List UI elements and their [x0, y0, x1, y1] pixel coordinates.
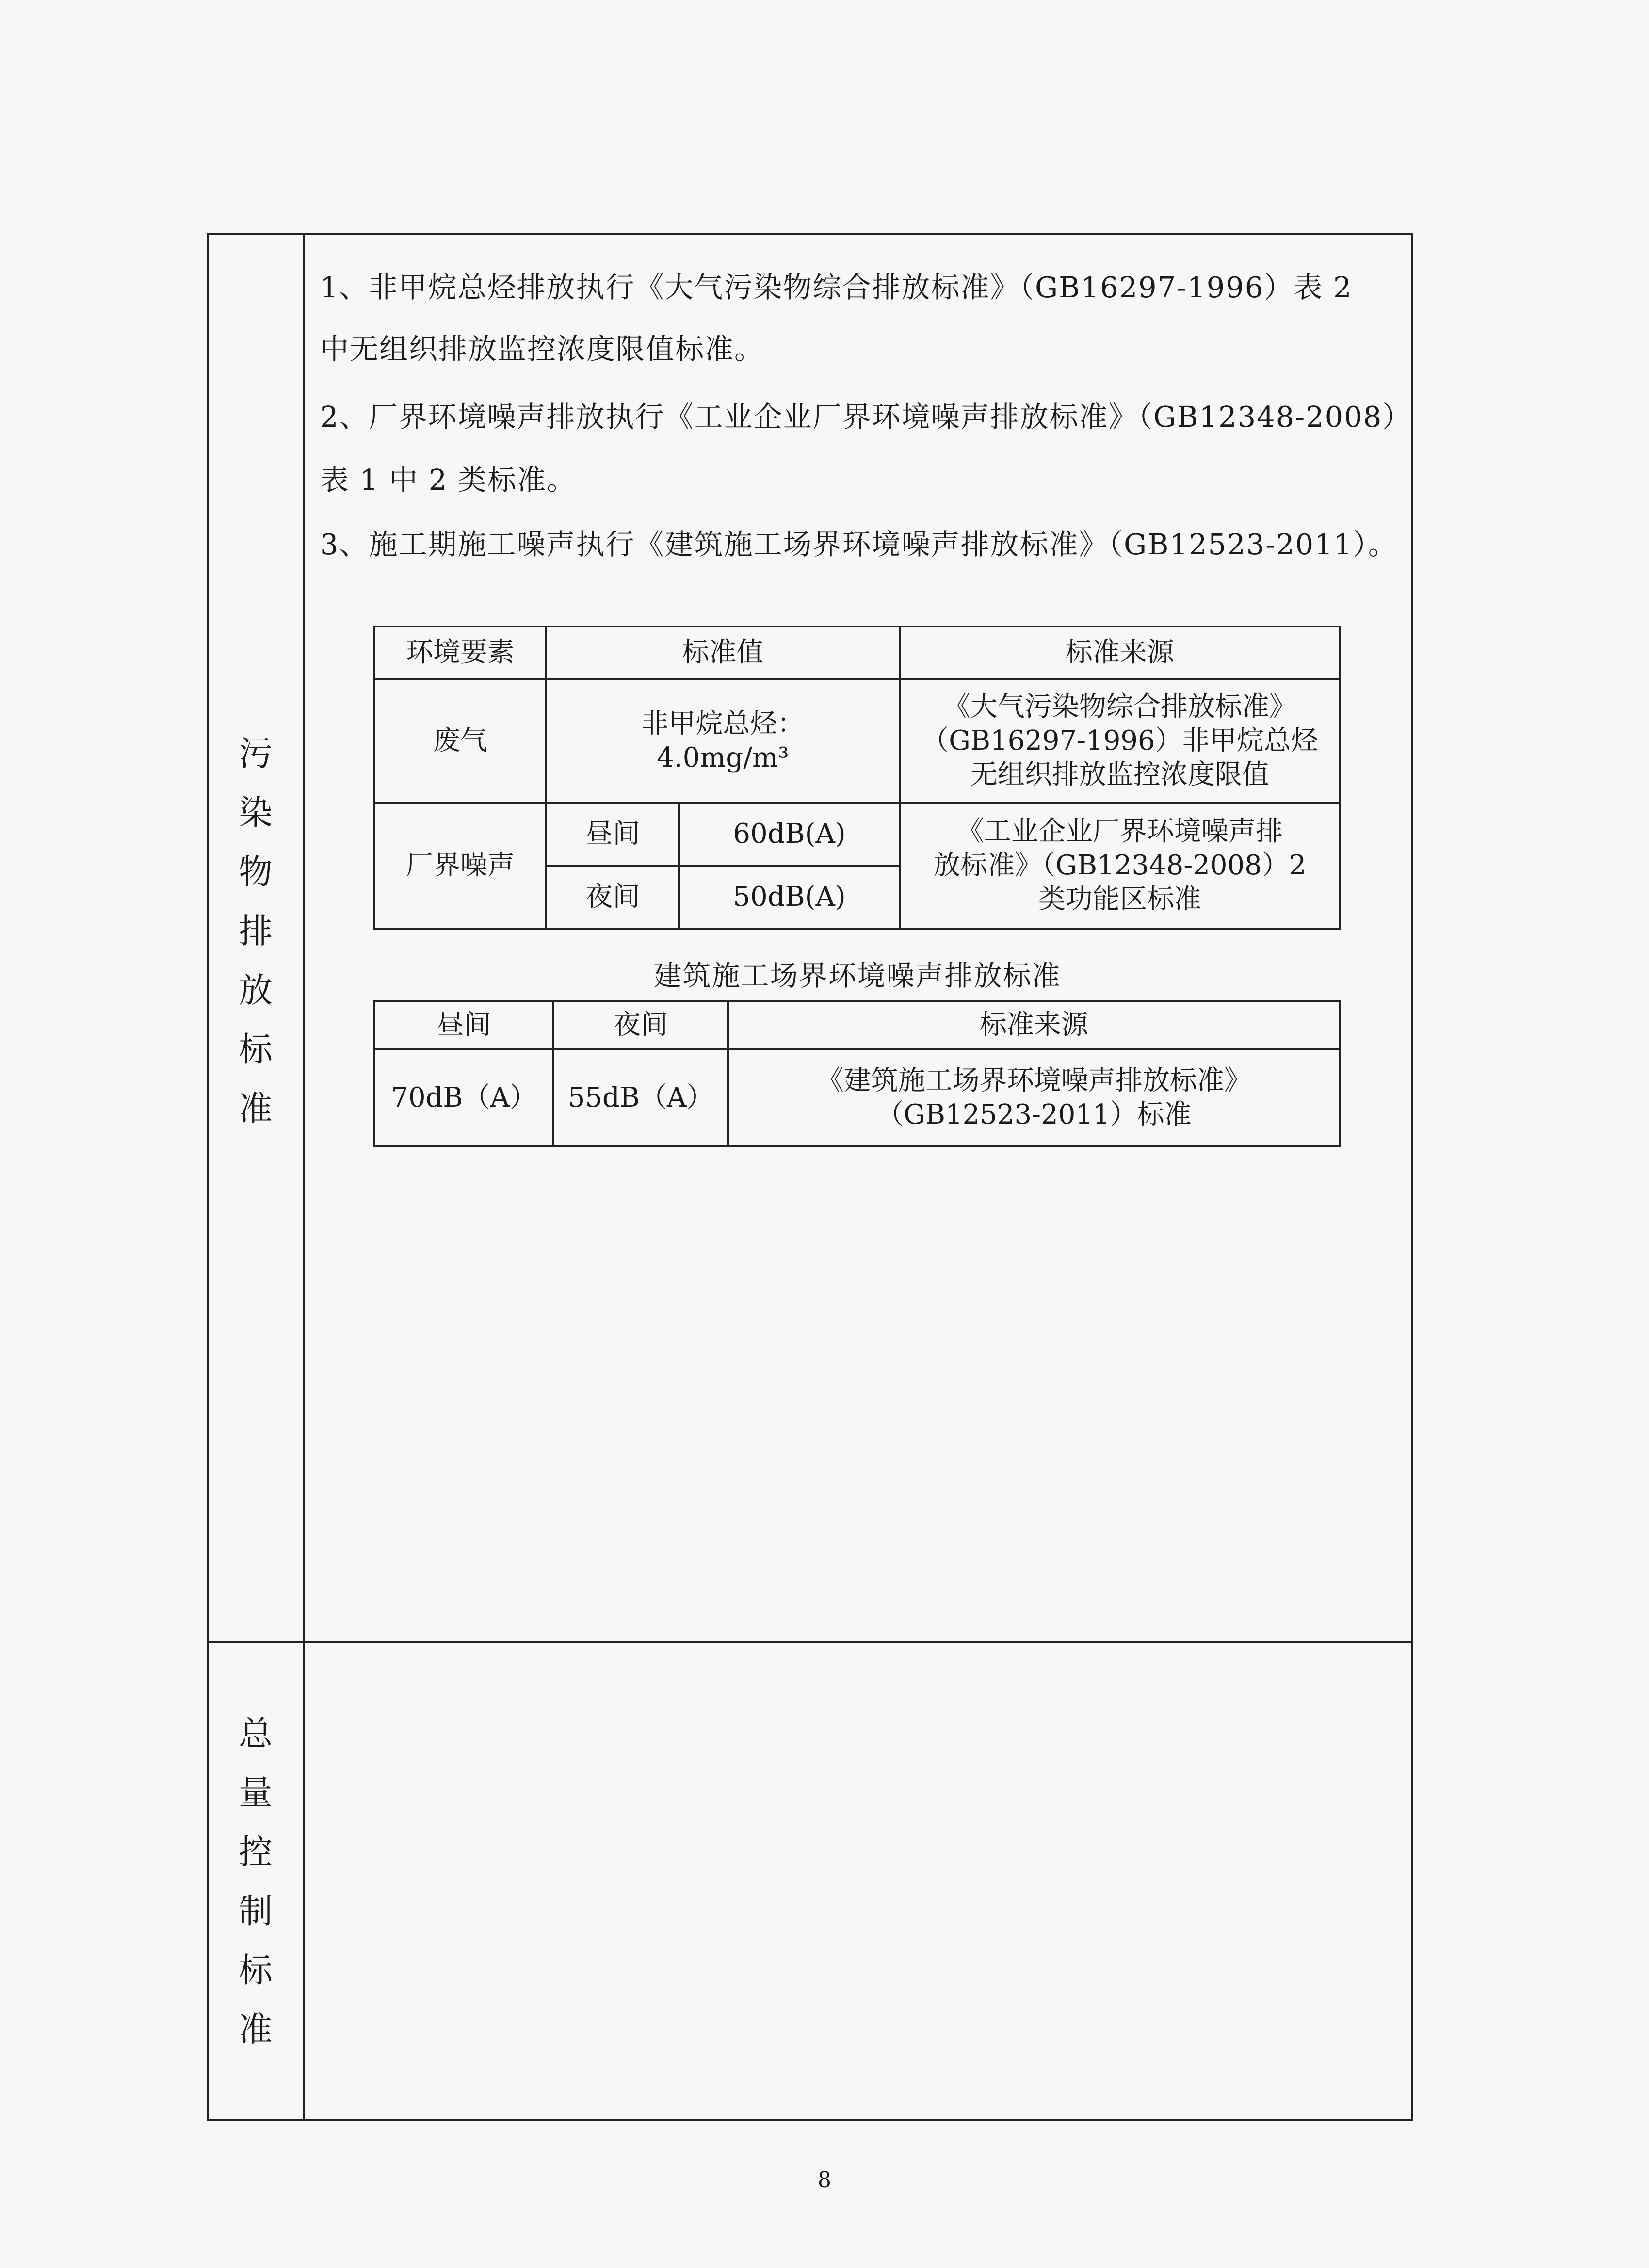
- header-day: 昼间: [374, 1001, 553, 1049]
- waste-gas-source: 《大气污染物综合排放标准》 （GB16297-1996）非甲烷总烃 无组织排放监控浓度限值: [900, 679, 1340, 803]
- table-row: [374, 803, 1340, 866]
- standard-line-1-cont: 中无组织排放监控浓度限值标准。: [320, 332, 764, 366]
- night-value: 55dB（A）: [553, 1049, 728, 1146]
- construction-noise-title: 建筑施工场界环境噪声排放标准: [653, 959, 1061, 992]
- header-element: 环境要素: [374, 627, 546, 679]
- row-divider: [207, 1641, 1413, 1643]
- noise-day-label: 昼间: [546, 803, 679, 866]
- header-night: 夜间: [553, 1001, 728, 1049]
- emission-standard-label: 污 染 物 排 放 标 准: [239, 734, 273, 1128]
- table-row: [374, 1049, 1340, 1146]
- standard-line-3: 3、施工期施工噪声执行《建筑施工场界环境噪声排放标准》（GB12523-2011）。: [320, 528, 1398, 561]
- waste-gas-value: 非甲烷总烃： 4.0mg/m³: [546, 679, 900, 803]
- header-source: 标准来源: [728, 1001, 1340, 1049]
- total-control-standard-label: 总 量 控 制 标 准: [239, 1714, 273, 2049]
- form-frame: [207, 233, 1413, 2121]
- noise-cell: 厂界噪声: [374, 803, 546, 929]
- noise-day-value: 60dB(A): [679, 803, 899, 866]
- day-value: 70dB（A）: [374, 1049, 553, 1146]
- emission-standard-table: [373, 626, 1341, 930]
- table-row: [374, 679, 1340, 803]
- column-divider: [303, 233, 305, 2121]
- waste-gas-cell: 废气: [374, 679, 546, 803]
- table-header-row: [374, 627, 1340, 679]
- table-header-row: [374, 1001, 1340, 1049]
- construction-noise-table: [373, 1000, 1341, 1147]
- standard-line-2: 2、厂界环境噪声排放执行《工业企业厂界环境噪声排放标准》（GB12348-2008）: [320, 400, 1412, 434]
- header-source: 标准来源: [900, 627, 1340, 679]
- header-value: 标准值: [546, 627, 900, 679]
- noise-night-value: 50dB(A): [679, 866, 899, 929]
- noise-source: 《工业企业厂界环境噪声排 放标准》（GB12348-2008）2 类功能区标准: [900, 803, 1340, 929]
- noise-night-label: 夜间: [546, 866, 679, 929]
- source: 《建筑施工场界环境噪声排放标准》 （GB12523-2011）标准: [728, 1049, 1340, 1146]
- standard-line-2-cont: 表 1 中 2 类标准。: [320, 463, 577, 497]
- standard-line-1: 1、非甲烷总烃排放执行《大气污染物综合排放标准》（GB16297-1996）表 2: [320, 271, 1353, 304]
- page-number: 8: [818, 2168, 831, 2192]
